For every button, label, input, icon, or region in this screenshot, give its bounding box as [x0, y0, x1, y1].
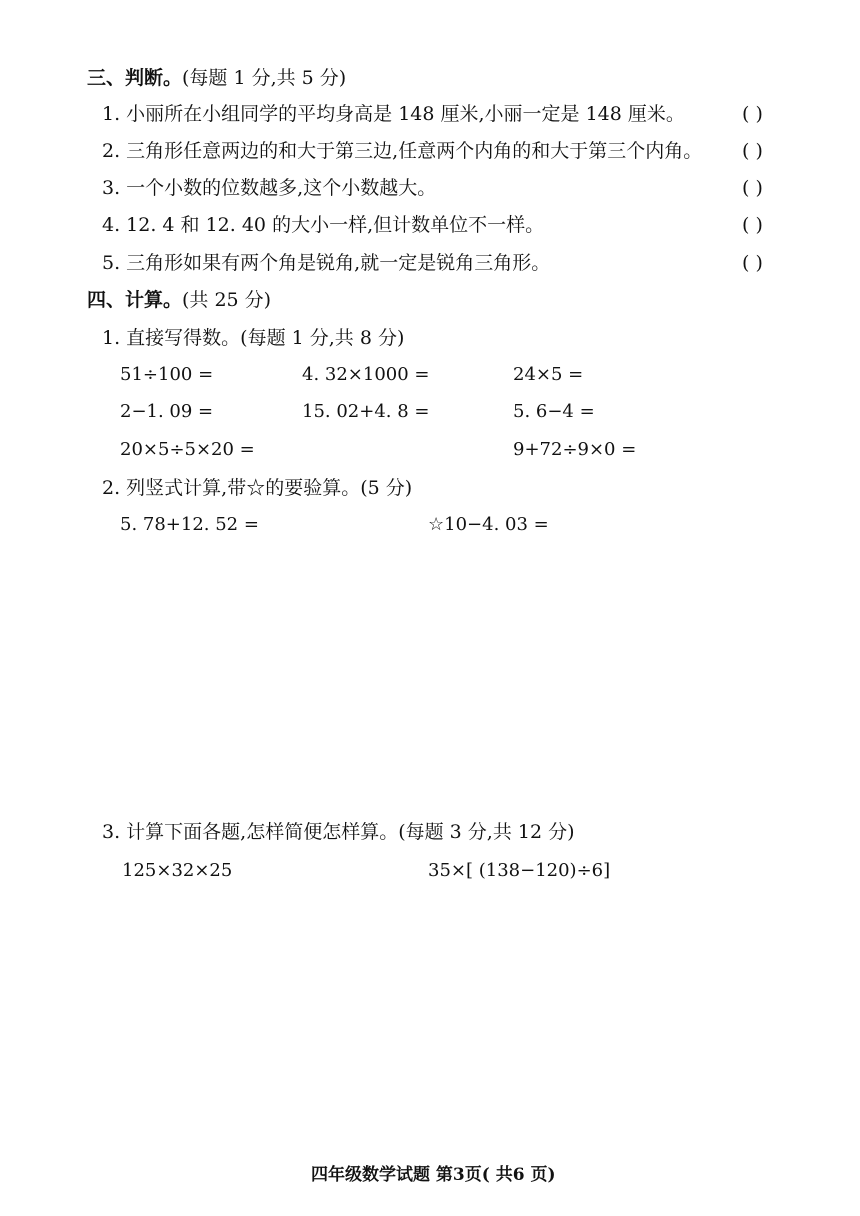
oral-calc-expr: 20×5÷5×20 =	[120, 439, 255, 460]
section-3-heading-row	[87, 66, 346, 90]
judge-item-1: 1. 小丽所在小组同学的平均身高是 148 厘米,小丽一定是 148 厘米。	[102, 103, 685, 125]
judge-blank-4[interactable]: ( )	[742, 214, 763, 236]
vertical-calc-expr: ☆10−4. 03 =	[428, 514, 549, 535]
oral-calc-expr: 2−1. 09 =	[120, 401, 214, 422]
judge-blank-1[interactable]: ( )	[742, 103, 763, 125]
oral-calc-expr: 9+72÷9×0 =	[513, 439, 637, 460]
section-3-heading: 三、判断。	[87, 67, 183, 89]
judge-blank-2[interactable]: ( )	[742, 140, 763, 162]
oral-calc-expr: 15. 02+4. 8 =	[302, 401, 430, 422]
section-3-note: (每题 1 分,共 5 分)	[182, 67, 347, 89]
simplify-calc-expr: 125×32×25	[122, 860, 233, 881]
judge-item-3: 3. 一个小数的位数越多,这个小数越大。	[102, 177, 437, 199]
part-2-title: 2. 列竖式计算,带☆的要验算。(5 分)	[102, 477, 413, 499]
simplify-calc-expr: 35×[ (138−120)÷6]	[428, 860, 611, 881]
section-4-heading-row	[87, 288, 271, 312]
oral-calc-expr: 4. 32×1000 =	[302, 364, 430, 385]
judge-blank-5[interactable]: ( )	[742, 252, 763, 274]
section-4-heading: 四、计算。	[87, 289, 183, 311]
judge-item-2: 2. 三角形任意两边的和大于第三边,任意两个内角的和大于第三个内角。	[102, 140, 703, 162]
oral-calc-expr: 51÷100 =	[120, 364, 214, 385]
part-1-title: 1. 直接写得数。(每题 1 分,共 8 分)	[102, 327, 405, 349]
oral-calc-expr: 5. 6−4 =	[513, 401, 595, 422]
vertical-calc-expr: 5. 78+12. 52 =	[120, 514, 259, 535]
judge-item-4: 4. 12. 4 和 12. 40 的大小一样,但计数单位不一样。	[102, 214, 545, 236]
part-3-title: 3. 计算下面各题,怎样简便怎样算。(每题 3 分,共 12 分)	[102, 821, 575, 843]
page-footer: 四年级数学试题 第3页( 共6 页)	[311, 1165, 556, 1185]
oral-calc-expr: 24×5 =	[513, 364, 584, 385]
section-4-note: (共 25 分)	[182, 289, 272, 311]
judge-item-5: 5. 三角形如果有两个角是锐角,就一定是锐角三角形。	[102, 252, 551, 274]
judge-blank-3[interactable]: ( )	[742, 177, 763, 199]
